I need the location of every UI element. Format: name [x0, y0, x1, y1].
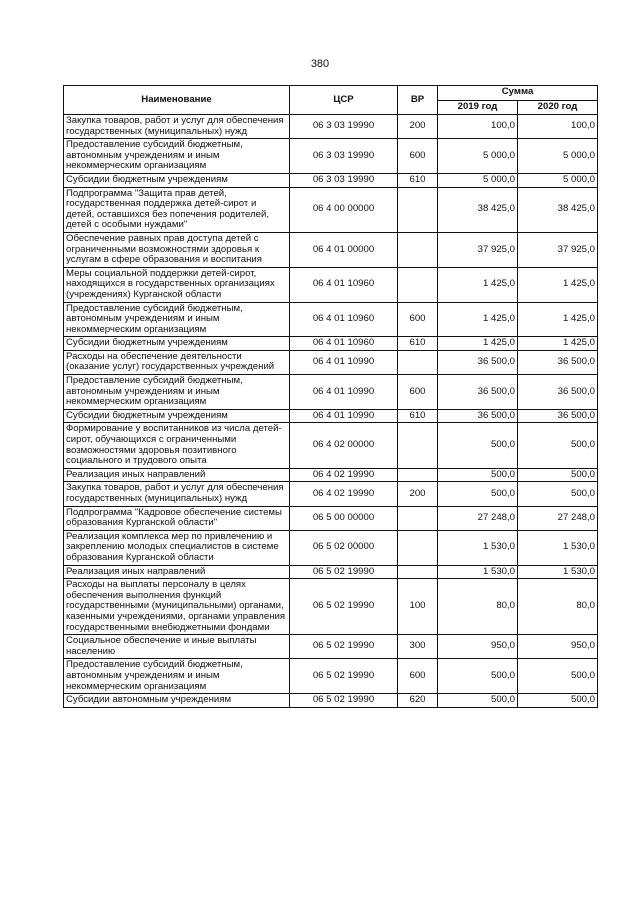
row-sum-2019: 1 530,0 [438, 565, 518, 579]
table-row [64, 267, 598, 302]
header-name: Наименование [64, 86, 290, 115]
row-sum-2019: 500,0 [438, 482, 518, 506]
row-csr: 06 5 02 19990 [290, 694, 398, 708]
row-sum-2020: 38 425,0 [518, 187, 598, 232]
row-name: Реализация комплекса мер по привлечению и закреплению молодых специалистов в системе образования Курганской области [64, 530, 290, 565]
row-csr: 06 4 01 10960 [290, 337, 398, 351]
row-csr: 06 4 02 19990 [290, 482, 398, 506]
row-sum-2020: 950,0 [518, 635, 598, 659]
row-name: Реализация иных направлений [64, 565, 290, 579]
row-vr: 610 [398, 173, 438, 187]
row-vr: 100 [398, 579, 438, 635]
row-sum-2020: 500,0 [518, 423, 598, 468]
row-sum-2020: 500,0 [518, 694, 598, 708]
row-sum-2019: 500,0 [438, 423, 518, 468]
row-sum-2019: 80,0 [438, 579, 518, 635]
table-row [64, 694, 598, 708]
table-row [64, 565, 598, 579]
table-row [64, 232, 598, 267]
row-vr: 620 [398, 694, 438, 708]
row-csr: 06 3 03 19990 [290, 139, 398, 174]
row-sum-2019: 1 425,0 [438, 267, 518, 302]
row-name: Предоставление субсидий бюджетным, автономным учреждениям и иным некоммерческим организациям [64, 139, 290, 174]
row-sum-2020: 1 530,0 [518, 530, 598, 565]
row-name: Закупка товаров, работ и услуг для обеспечения государственных (муниципальных) нужд [64, 482, 290, 506]
table-row [64, 375, 598, 410]
row-name: Субсидии бюджетным учреждениям [64, 409, 290, 423]
row-sum-2020: 1 425,0 [518, 337, 598, 351]
table-row [64, 115, 598, 139]
row-vr [398, 423, 438, 468]
row-vr: 600 [398, 302, 438, 337]
row-vr: 200 [398, 482, 438, 506]
table-row [64, 423, 598, 468]
row-sum-2019: 100,0 [438, 115, 518, 139]
row-vr: 600 [398, 139, 438, 174]
row-vr [398, 187, 438, 232]
row-csr: 06 4 01 10990 [290, 409, 398, 423]
row-vr: 600 [398, 375, 438, 410]
row-name: Формирование у воспитанников из числа детей-сирот, обучающихся с ограниченными возможностями здоровья позитивного социального и трудового опыта [64, 423, 290, 468]
header-csr: ЦСР [290, 86, 398, 115]
table-row [64, 482, 598, 506]
row-csr: 06 5 02 19990 [290, 635, 398, 659]
table-row [64, 579, 598, 635]
row-sum-2019: 36 500,0 [438, 409, 518, 423]
row-sum-2020: 36 500,0 [518, 409, 598, 423]
row-csr: 06 4 01 10960 [290, 302, 398, 337]
row-csr: 06 5 02 00000 [290, 530, 398, 565]
header-year-2019: 2019 год [438, 100, 518, 115]
row-csr: 06 5 02 19990 [290, 579, 398, 635]
row-csr: 06 4 01 10990 [290, 375, 398, 410]
row-sum-2019: 5 000,0 [438, 139, 518, 174]
row-name: Меры социальной поддержки детей-сирот, находящихся в государственных организациях (учреждениях) Курганской области [64, 267, 290, 302]
row-sum-2020: 5 000,0 [518, 139, 598, 174]
row-vr [398, 565, 438, 579]
row-name: Предоставление субсидий бюджетным, автономным учреждениям и иным некоммерческим организациям [64, 302, 290, 337]
row-name: Закупка товаров, работ и услуг для обеспечения государственных (муниципальных) нужд [64, 115, 290, 139]
row-vr [398, 468, 438, 482]
row-name: Расходы на выплаты персоналу в целях обеспечения выполнения функций государственными (муниципальными) органами, казенными учреждениями, органами управления государственными внебюджетными фондами [64, 579, 290, 635]
row-sum-2019: 36 500,0 [438, 375, 518, 410]
row-name: Обеспечение равных прав доступа детей с ограниченными возможностями здоровья к услугам в сфере образования и воспитания [64, 232, 290, 267]
row-sum-2020: 500,0 [518, 659, 598, 694]
budget-table [63, 85, 598, 708]
row-csr: 06 4 00 00000 [290, 187, 398, 232]
header-row [64, 86, 598, 101]
row-sum-2020: 5 000,0 [518, 173, 598, 187]
table-row [64, 468, 598, 482]
row-name: Субсидии бюджетным учреждениям [64, 337, 290, 351]
row-csr: 06 3 03 19990 [290, 173, 398, 187]
row-csr: 06 5 02 19990 [290, 565, 398, 579]
row-name: Субсидии автономным учреждениям [64, 694, 290, 708]
row-csr: 06 4 02 19990 [290, 468, 398, 482]
row-vr: 610 [398, 337, 438, 351]
row-name: Подпрограмма "Кадровое обеспечение системы образования Курганской области" [64, 506, 290, 530]
table-row [64, 530, 598, 565]
row-sum-2019: 1 425,0 [438, 302, 518, 337]
table-row [64, 409, 598, 423]
table-row [64, 187, 598, 232]
row-sum-2019: 27 248,0 [438, 506, 518, 530]
header-year-2020: 2020 год [518, 100, 598, 115]
table-row [64, 350, 598, 374]
row-sum-2019: 37 925,0 [438, 232, 518, 267]
row-vr [398, 506, 438, 530]
row-vr [398, 350, 438, 374]
row-name: Подпрограмма "Защита прав детей, государственная поддержка детей-сирот и детей, оставшихся без попечения родителей, детей с особыми нуждами" [64, 187, 290, 232]
row-vr [398, 232, 438, 267]
row-sum-2019: 500,0 [438, 659, 518, 694]
row-name: Субсидии бюджетным учреждениям [64, 173, 290, 187]
row-csr: 06 4 02 00000 [290, 423, 398, 468]
table-row [64, 139, 598, 174]
table-row [64, 337, 598, 351]
row-sum-2020: 37 925,0 [518, 232, 598, 267]
row-csr: 06 4 01 10990 [290, 350, 398, 374]
row-sum-2020: 36 500,0 [518, 375, 598, 410]
row-sum-2020: 1 425,0 [518, 302, 598, 337]
table-row [64, 635, 598, 659]
row-vr: 300 [398, 635, 438, 659]
row-csr: 06 4 01 10960 [290, 267, 398, 302]
row-sum-2020: 1 425,0 [518, 267, 598, 302]
row-sum-2019: 500,0 [438, 694, 518, 708]
header-vr: ВР [398, 86, 438, 115]
row-name: Социальное обеспечение и иные выплаты населению [64, 635, 290, 659]
row-csr: 06 5 02 19990 [290, 659, 398, 694]
row-name: Реализация иных направлений [64, 468, 290, 482]
row-sum-2020: 500,0 [518, 482, 598, 506]
row-csr: 06 5 00 00000 [290, 506, 398, 530]
row-csr: 06 4 01 00000 [290, 232, 398, 267]
row-sum-2020: 100,0 [518, 115, 598, 139]
page-number: 380 [310, 58, 330, 70]
row-sum-2020: 80,0 [518, 579, 598, 635]
table-row [64, 173, 598, 187]
row-sum-2020: 27 248,0 [518, 506, 598, 530]
row-vr: 200 [398, 115, 438, 139]
row-vr: 610 [398, 409, 438, 423]
row-sum-2020: 1 530,0 [518, 565, 598, 579]
row-name: Предоставление субсидий бюджетным, автономным учреждениям и иным некоммерческим организациям [64, 659, 290, 694]
row-sum-2019: 500,0 [438, 468, 518, 482]
row-vr [398, 530, 438, 565]
row-sum-2019: 1 425,0 [438, 337, 518, 351]
table-row [64, 302, 598, 337]
row-sum-2019: 38 425,0 [438, 187, 518, 232]
row-sum-2019: 36 500,0 [438, 350, 518, 374]
row-vr [398, 267, 438, 302]
row-name: Расходы на обеспечение деятельности (оказание услуг) государственных учреждений [64, 350, 290, 374]
table-row [64, 659, 598, 694]
row-sum-2019: 1 530,0 [438, 530, 518, 565]
row-sum-2020: 36 500,0 [518, 350, 598, 374]
header-sum: Сумма [438, 86, 598, 101]
row-vr: 600 [398, 659, 438, 694]
table-row [64, 506, 598, 530]
row-sum-2019: 950,0 [438, 635, 518, 659]
row-sum-2020: 500,0 [518, 468, 598, 482]
row-name: Предоставление субсидий бюджетным, автономным учреждениям и иным некоммерческим организациям [64, 375, 290, 410]
row-csr: 06 3 03 19990 [290, 115, 398, 139]
row-sum-2019: 5 000,0 [438, 173, 518, 187]
